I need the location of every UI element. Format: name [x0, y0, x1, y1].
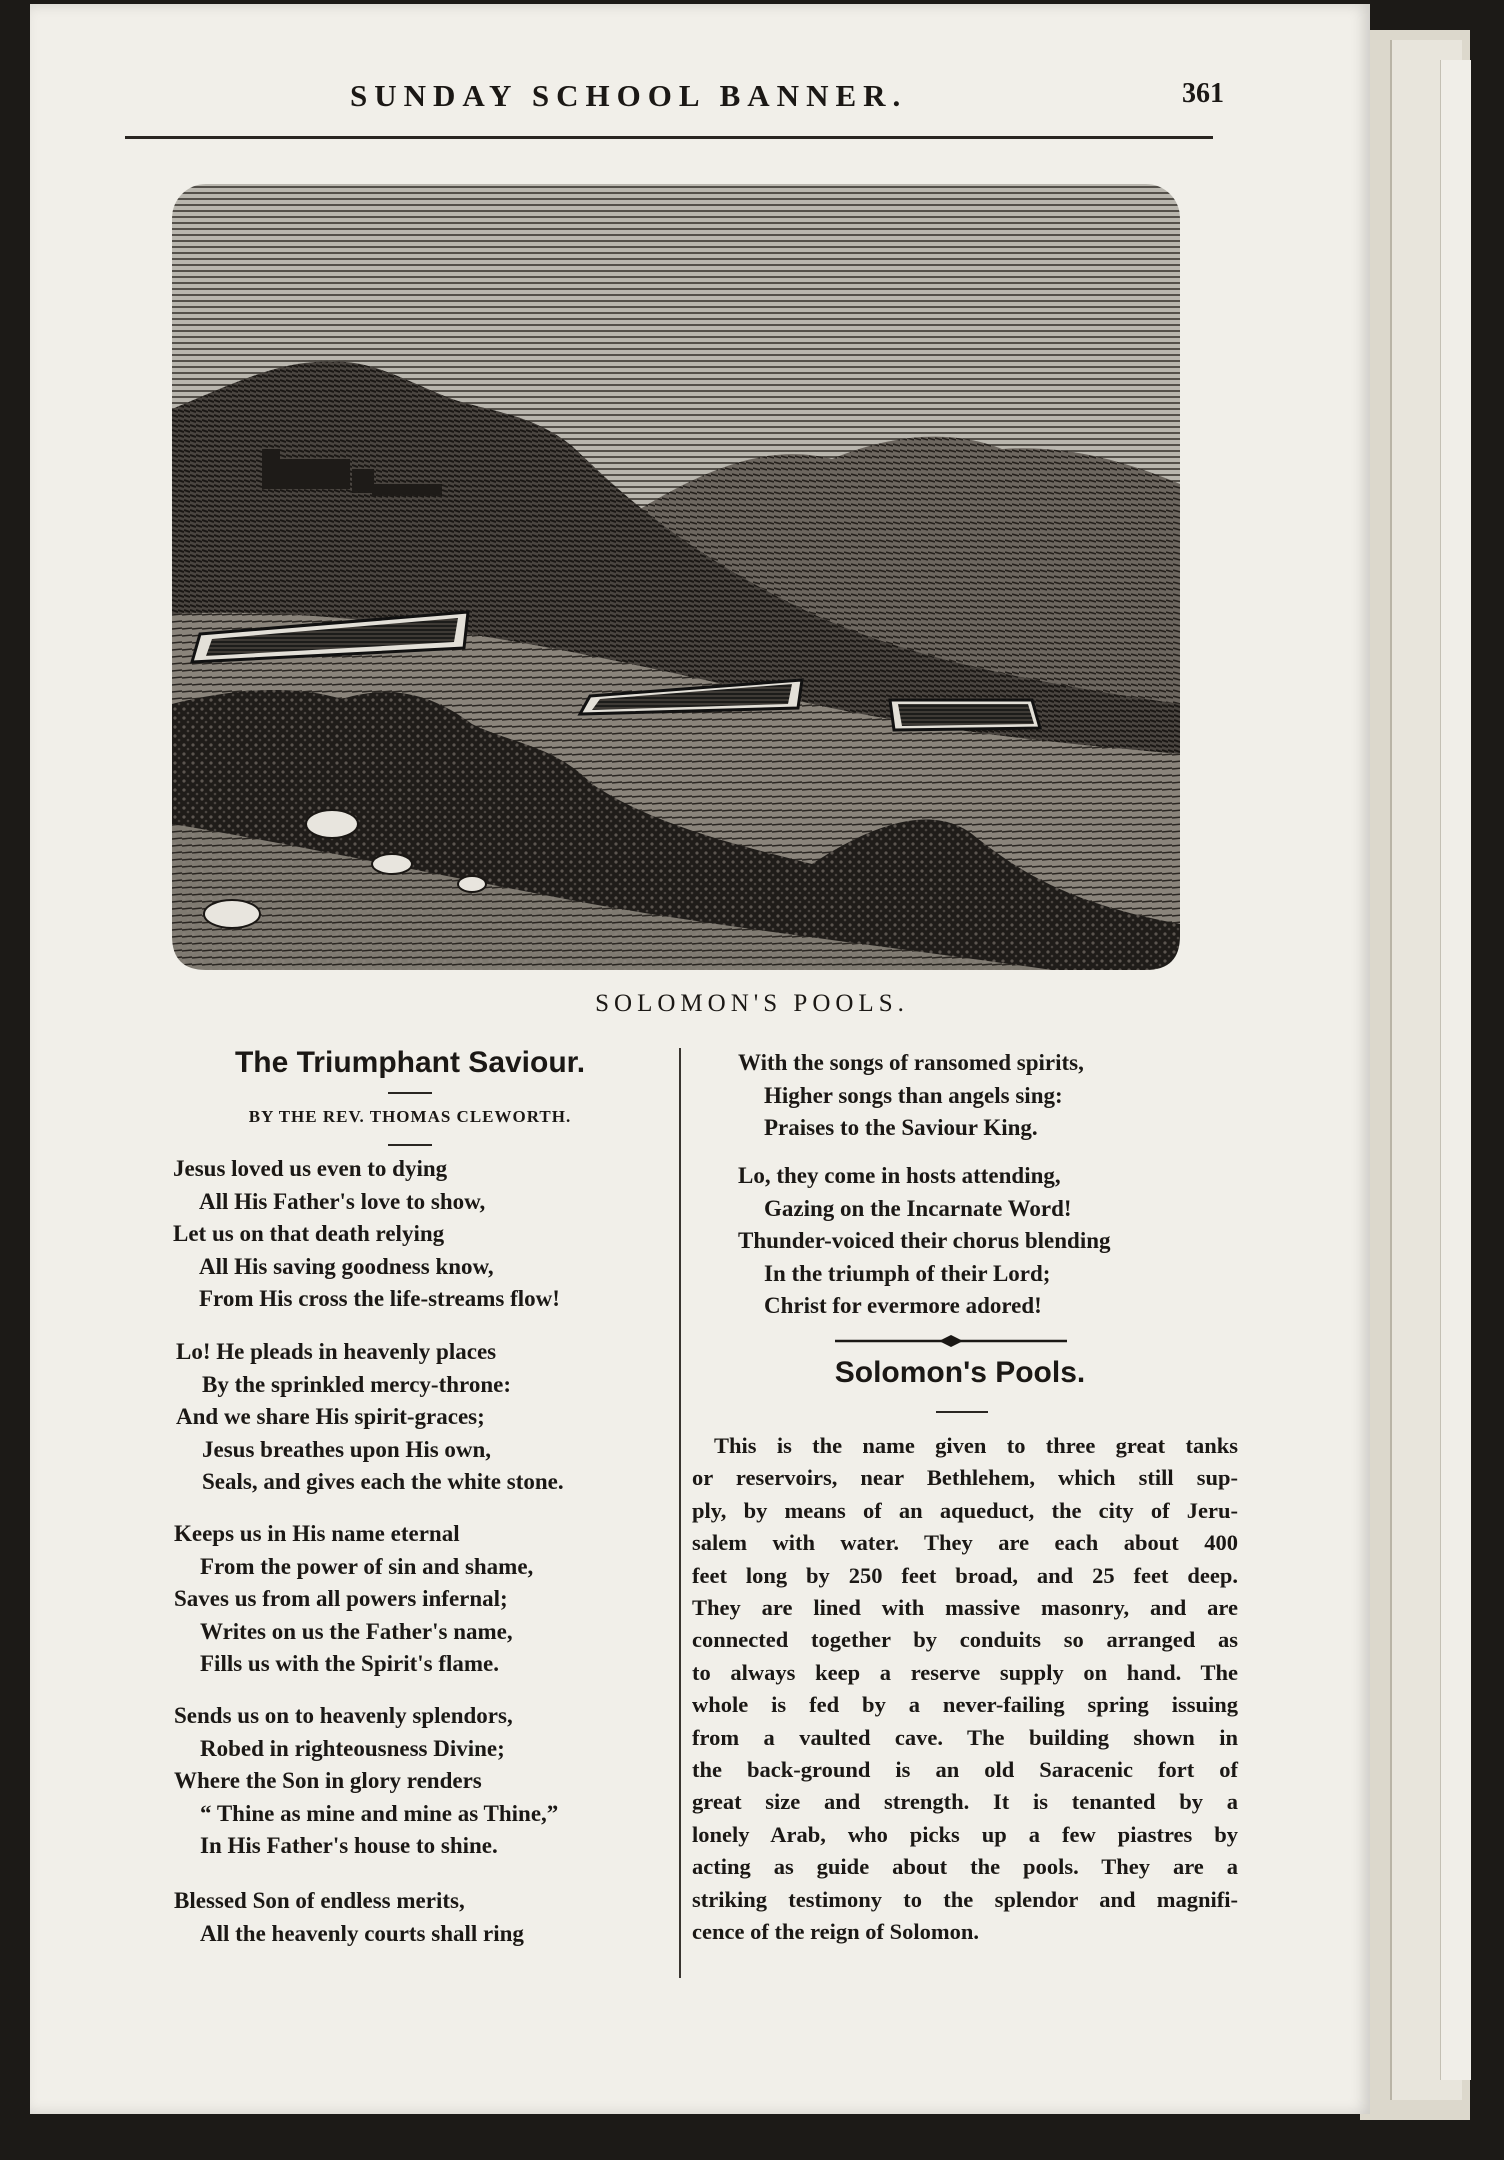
poem-line: Jesus loved us even to dying: [173, 1156, 448, 1181]
article-line: salem with water. They are each about 400: [692, 1530, 1238, 1556]
article-line: ply, by means of an aqueduct, the city of Jeru-: [692, 1497, 1238, 1523]
poem-line: Thunder-voiced their chorus blending: [738, 1228, 1111, 1253]
poem-line: All His Father's love to show,: [199, 1188, 486, 1214]
poem-line: Robed in righteousness Divine;: [200, 1735, 505, 1761]
poem-line: All the heavenly courts shall ring: [200, 1920, 524, 1946]
page-edge: [1440, 60, 1471, 2080]
poem-line: Lo! He pleads in heavenly places: [176, 1339, 497, 1364]
poem-line: Fills us with the Spirit's flame.: [200, 1651, 500, 1676]
poem-stanza-3: [174, 1518, 533, 1681]
article-line: cence of the reign of Solomon.: [692, 1919, 980, 1945]
poem-line: Where the Son in glory renders: [174, 1768, 482, 1793]
article-line: the back-ground is an old Saracenic fort of: [692, 1757, 1238, 1783]
poem-stanza-7: [738, 1160, 1111, 1323]
poem-line: In His Father's house to shine.: [200, 1833, 498, 1858]
poem-line: Let us on that death relying: [173, 1221, 445, 1246]
article-line: to always keep a reserve supply on hand. The: [692, 1659, 1238, 1685]
poem-line: “ Thine as mine and mine as Thine,”: [200, 1800, 559, 1826]
poem-stanza-5: [174, 1885, 524, 1950]
poem-stanza-1: [173, 1153, 560, 1316]
article-line: feet long by 250 feet broad, and 25 feet deep.: [692, 1562, 1238, 1588]
running-head: [120, 72, 1224, 113]
poem-line: Saves us from all powers infernal;: [174, 1586, 508, 1611]
poem-stanza-6: [738, 1047, 1084, 1145]
column-divider: [679, 1048, 681, 1978]
poem-line: By the sprinkled mercy-throne:: [202, 1371, 511, 1397]
article-line: whole is fed by a never-failing spring issuing: [692, 1692, 1238, 1718]
section-ornament: [835, 1334, 1067, 1348]
article-line: great size and strength. It is tenanted by a: [692, 1789, 1238, 1815]
poem-line: From His cross the life-streams flow!: [199, 1286, 560, 1311]
poem-line: With the songs of ransomed spirits,: [738, 1050, 1084, 1075]
poem-title: The Triumphant Saviour.: [234, 1046, 586, 1079]
poem-line: Praises to the Saviour King.: [764, 1115, 1038, 1140]
poem-line: Christ for evermore adored!: [764, 1293, 1042, 1318]
poem-line: Gazing on the Incarnate Word!: [764, 1195, 1072, 1221]
poem-line: And we share His spirit-graces;: [176, 1404, 485, 1429]
poem-line: Sends us on to heavenly splendors,: [174, 1703, 513, 1728]
poem-line: Blessed Son of endless merits,: [174, 1888, 465, 1913]
poem-line: In the triumph of their Lord;: [764, 1260, 1051, 1286]
article-line: lonely Arab, who picks up a few piastres by: [692, 1821, 1238, 1847]
header-rule: [125, 136, 1213, 139]
article-line: from a vaulted cave. The building shown in: [692, 1724, 1238, 1750]
poem-byline: BY THE REV. THOMAS CLEWORTH.: [248, 1107, 572, 1126]
running-title: SUNDAY SCHOOL BANNER.: [350, 78, 908, 113]
article-line: connected together by conduits so arranged as: [692, 1627, 1238, 1653]
illustration-caption: SOLOMON'S POOLS.: [595, 990, 909, 1017]
poem-line: All His saving goodness know,: [199, 1253, 494, 1279]
poem-line: Lo, they come in hosts attending,: [738, 1163, 1061, 1188]
page-number: 361: [1182, 78, 1224, 109]
poem-line: Keeps us in His name eternal: [174, 1521, 460, 1546]
article-line: This is the name given to three great tanks: [714, 1433, 1238, 1458]
article-title: Solomon's Pools.: [834, 1356, 1086, 1389]
article-line: acting as guide about the pools. They are a: [692, 1854, 1238, 1880]
poem-line: Writes on us the Father's name,: [200, 1618, 513, 1644]
poem-stanza-2: [176, 1336, 564, 1499]
article-line: striking testimony to the splendor and magnifi-: [692, 1886, 1238, 1912]
poem-stanza-4: [174, 1700, 558, 1863]
title-rule: [388, 1092, 432, 1094]
article-line: or reservoirs, near Bethlehem, which still sup-: [692, 1465, 1238, 1491]
article-title-rule: [936, 1411, 988, 1413]
article-body: [692, 1430, 1238, 1949]
byline-rule: [388, 1144, 432, 1146]
poem-line: From the power of sin and shame,: [200, 1553, 534, 1579]
poem-line: Jesus breathes upon His own,: [202, 1436, 492, 1462]
poem-line: Seals, and gives each the white stone.: [202, 1469, 564, 1494]
poem-line: Higher songs than angels sing:: [764, 1082, 1063, 1108]
engraving-illustration: [172, 184, 1180, 970]
article-line: They are lined with massive masonry, and are: [692, 1595, 1238, 1621]
